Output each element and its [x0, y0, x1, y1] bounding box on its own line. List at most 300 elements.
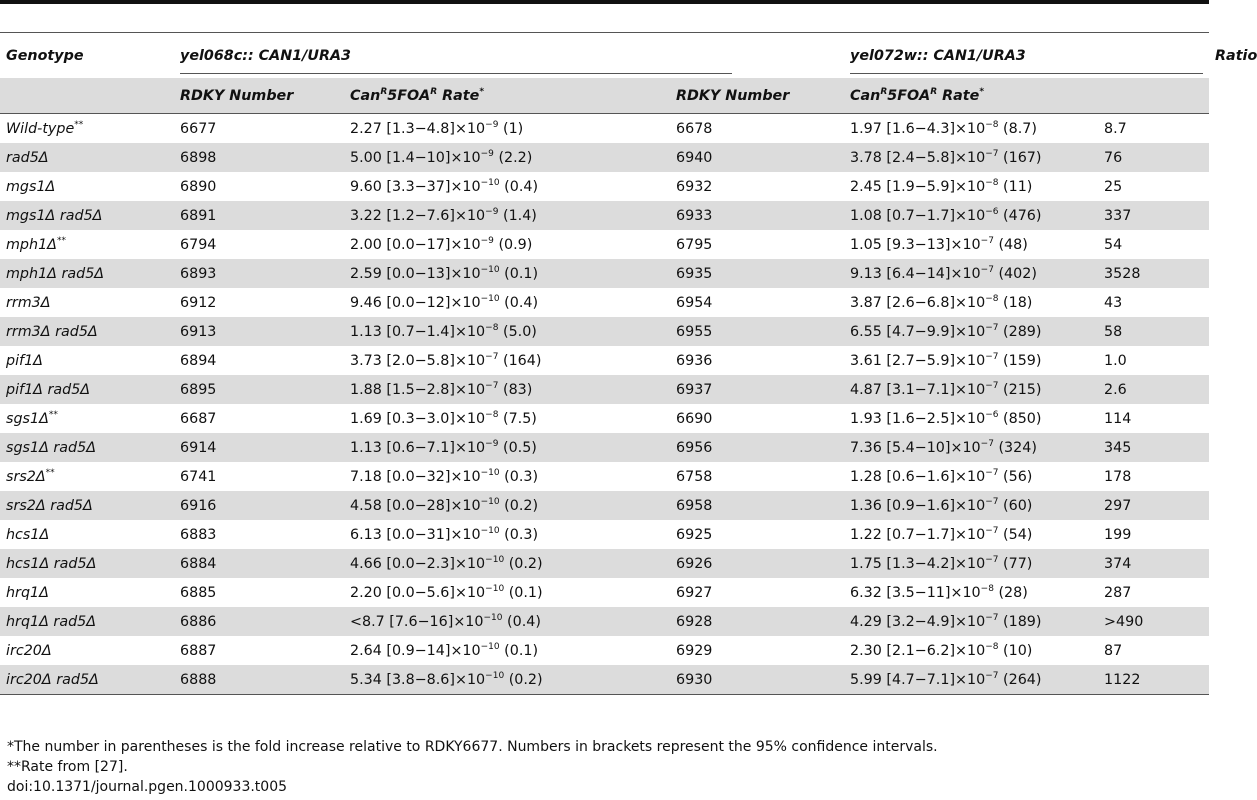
rate-fold: (1.4): [498, 207, 537, 224]
rate-fold: (56): [998, 468, 1033, 485]
rate-fold: (11): [998, 178, 1033, 195]
genotype-text: srs2Δ: [6, 468, 46, 485]
rate-fold: (54): [998, 526, 1033, 543]
genotype-text: hrq1Δ rad5Δ: [6, 613, 97, 630]
cell-ratio: 345: [1104, 439, 1132, 456]
cell-rate-2: [844, 375, 1098, 404]
rate-value: 2.27 [1.3−4.8]×10: [350, 120, 486, 137]
rate-exponent: −10: [480, 293, 500, 304]
cell-genotype: [0, 433, 174, 462]
table-row: [0, 201, 1209, 230]
cell-rate-1: [344, 201, 670, 230]
genotype-text: rad5Δ: [6, 149, 49, 166]
cell-rdky-1: 6794: [180, 236, 217, 253]
cell-ratio: 76: [1104, 149, 1123, 166]
rate-fold: (0.5): [498, 439, 537, 456]
cell-rate-1: [344, 346, 670, 375]
rate-exponent: −7: [485, 351, 499, 362]
rate-fold: (10): [998, 642, 1033, 659]
rate-value: 5.99 [4.7−7.1]×10: [850, 671, 986, 688]
rate-exponent: −6: [985, 206, 999, 217]
cell-rate-1: [344, 143, 670, 172]
footnote-fold-increase: *The number in parentheses is the fold increase relative to RDKY6677. Numbers in brackets represent the 95% confidence intervals.: [7, 739, 938, 755]
table-row: [0, 375, 1209, 404]
cell-rate-2: [844, 491, 1098, 520]
cell-rdky-1: 6891: [180, 207, 217, 224]
rate-exponent: −7: [985, 554, 999, 565]
header-rate-2: [844, 78, 1098, 114]
rate-value: 9.60 [3.3−37]×10: [350, 178, 481, 195]
rate-fold: (850): [998, 410, 1042, 427]
group-underline: [180, 73, 732, 74]
table-row: [0, 607, 1209, 636]
cell-rate-1: [344, 462, 670, 491]
cell-rate-2: [844, 404, 1098, 433]
rate-fold: (0.2): [499, 497, 539, 514]
cell-ratio: 337: [1104, 207, 1132, 224]
header-empty: [0, 78, 174, 114]
cell-rdky-1: 6741: [180, 468, 217, 485]
cell-ratio: 87: [1104, 642, 1123, 659]
table-row: [0, 433, 1209, 462]
rate-exponent: −8: [985, 119, 999, 130]
genotype-text: pif1Δ rad5Δ: [6, 381, 91, 398]
rate-exponent: −7: [980, 235, 994, 246]
rate-exponent: −7: [980, 438, 994, 449]
rate-fold: (0.4): [499, 178, 539, 195]
rate-exponent: −10: [480, 496, 500, 507]
genotype-text: rrm3Δ rad5Δ: [6, 323, 98, 340]
rate-value: 2.64 [0.9−14]×10: [350, 642, 481, 659]
header-group-yel072w-label: yel072w:: CAN1/URA3: [850, 47, 1026, 64]
rate-value: 9.46 [0.0−12]×10: [350, 294, 481, 311]
cell-rate-1: [344, 230, 670, 259]
table-row: [0, 230, 1209, 259]
header-group-yel072w: [844, 33, 1209, 79]
cell-rdky-2: 6758: [676, 468, 713, 485]
cell-rdky-1: 6884: [180, 555, 217, 572]
rate-exponent: −10: [485, 670, 505, 681]
rate-value: 3.78 [2.4−5.8]×10: [850, 149, 986, 166]
rate-value: 4.29 [3.2−4.9]×10: [850, 613, 986, 630]
rate-value: 1.28 [0.6−1.6]×10: [850, 468, 986, 485]
genotype-text: mgs1Δ: [6, 178, 56, 195]
rate-can-text: Can: [850, 87, 881, 104]
rate-fold: (5.0): [498, 323, 537, 340]
cell-rdky-2: 6930: [670, 665, 844, 695]
rate-exponent: −10: [480, 641, 500, 652]
cell-rate-1: [344, 636, 670, 665]
cell-rdky-2: 6678: [676, 120, 713, 137]
rate-value: 1.13 [0.6−7.1]×10: [350, 439, 486, 456]
rate-5foa-text: 5FOA: [387, 87, 431, 104]
rate-value: 4.87 [3.1−7.1]×10: [850, 381, 986, 398]
cell-rdky-2: 6929: [676, 642, 713, 659]
cell-rdky-2: 6927: [676, 584, 713, 601]
rate-value: 1.88 [1.5−2.8]×10: [350, 381, 486, 398]
rate-fold: (0.2): [504, 555, 543, 572]
genotype-text: hcs1Δ rad5Δ: [6, 555, 97, 572]
header-rate-1: [344, 78, 670, 114]
rate-exponent: −10: [480, 467, 500, 478]
cell-rate-1: [344, 288, 670, 317]
rate-fold: (60): [998, 497, 1033, 514]
rate-value: 1.75 [1.3−4.2]×10: [850, 555, 986, 572]
rate-fold: (159): [998, 352, 1042, 369]
header-group-yel068c-label: yel068c:: CAN1/URA3: [180, 47, 351, 64]
cell-rate-1: [344, 520, 670, 549]
rate-fold: (264): [998, 671, 1042, 688]
cell-rdky-1: 6895: [180, 381, 217, 398]
rate-fold: (0.3): [499, 526, 539, 543]
header-group-yel068c: [174, 33, 844, 79]
footnotes: [7, 737, 938, 797]
cell-rate-1: [344, 491, 670, 520]
table-row: [0, 549, 1209, 578]
rate-value: 3.87 [2.6−6.8]×10: [850, 294, 986, 311]
header-rdky-2: RDKY Number: [670, 78, 844, 114]
rate-r-sup: R: [880, 86, 888, 97]
cell-genotype: [0, 520, 174, 549]
table-row: [0, 143, 1209, 172]
rate-r-sup: R: [930, 86, 938, 97]
rate-5foa-text: 5FOA: [887, 87, 931, 104]
table-row: [0, 317, 1209, 346]
rate-value: 3.22 [1.2−7.6]×10: [350, 207, 486, 224]
rate-value: <8.7 [7.6−16]×10: [350, 613, 484, 630]
cell-rate-2: [844, 462, 1098, 491]
rate-fold: (0.4): [499, 294, 539, 311]
rate-value: 1.69 [0.3−3.0]×10: [350, 410, 486, 427]
genotype-text: mgs1Δ rad5Δ: [6, 207, 103, 224]
rate-value: 2.59 [0.0−13]×10: [350, 265, 481, 282]
cell-ratio: 58: [1104, 323, 1123, 340]
rate-exponent: −10: [480, 177, 500, 188]
cell-genotype: [0, 636, 174, 665]
rate-exponent: −10: [485, 583, 505, 594]
rate-fold: (1): [498, 120, 524, 137]
rate-value: 7.36 [5.4−10]×10: [850, 439, 981, 456]
cell-genotype: [0, 375, 174, 404]
genotype-text: irc20Δ rad5Δ: [6, 671, 99, 688]
cell-rate-2: [844, 578, 1098, 607]
cell-rdky-1: 6894: [180, 352, 217, 369]
rate-exponent: −7: [980, 264, 994, 275]
cell-rdky-1: 6885: [180, 584, 217, 601]
rate-value: 3.61 [2.7−5.9]×10: [850, 352, 986, 369]
rate-fold: (476): [998, 207, 1042, 224]
rate-value: 5.34 [3.8−8.6]×10: [350, 671, 486, 688]
cell-rate-2: [844, 520, 1098, 549]
cell-rdky-2: 6937: [676, 381, 713, 398]
cell-genotype: [0, 230, 174, 259]
footnote-doi: doi:10.1371/journal.pgen.1000933.t005: [7, 779, 288, 795]
table-row: [0, 462, 1209, 491]
cell-rdky-1: 6890: [180, 178, 217, 195]
rate-fold: (167): [998, 149, 1042, 166]
rate-exponent: −9: [480, 235, 494, 246]
rate-value: 1.36 [0.9−1.6]×10: [850, 497, 986, 514]
table-row: [0, 636, 1209, 665]
cell-rate-2: [844, 433, 1098, 462]
rate-value: 6.55 [4.7−9.9]×10: [850, 323, 986, 340]
cell-genotype: [0, 346, 174, 375]
rate-value: 6.32 [3.5−11]×10: [850, 584, 981, 601]
rate-value: 4.66 [0.0−2.3]×10: [350, 555, 486, 572]
cell-rate-1: [344, 317, 670, 346]
cell-genotype: [0, 462, 174, 491]
cell-genotype: [0, 143, 174, 172]
cell-rate-2: [844, 607, 1098, 636]
rate-exponent: −7: [985, 322, 999, 333]
rate-exponent: −7: [985, 380, 999, 391]
cell-rdky-1: 6888: [174, 665, 344, 695]
genotype-text: mph1Δ: [6, 236, 57, 253]
cell-ratio: 25: [1104, 178, 1123, 195]
cell-rate-2: [844, 230, 1098, 259]
cell-rate-1: [344, 607, 670, 636]
cell-rate-1: [344, 172, 670, 201]
cell-ratio: 1.0: [1104, 352, 1127, 369]
cell-ratio: 3528: [1104, 265, 1141, 282]
rate-exponent: −10: [480, 525, 500, 536]
rate-fold: (0.1): [499, 642, 539, 659]
cell-ratio: 43: [1104, 294, 1123, 311]
rate-fold: (164): [498, 352, 542, 369]
rate-exponent: −7: [985, 351, 999, 362]
cell-genotype: [0, 172, 174, 201]
table-body: [0, 114, 1209, 695]
rate-fold: (289): [998, 323, 1042, 340]
rate-value: 9.13 [6.4−14]×10: [850, 265, 981, 282]
cell-rate-1: [344, 578, 670, 607]
rate-exponent: −8: [485, 322, 499, 333]
cell-rdky-1: 6677: [180, 120, 217, 137]
table-row: [0, 491, 1209, 520]
genotype-footnote-mark: **: [56, 235, 66, 246]
rate-fold: (189): [998, 613, 1042, 630]
cell-ratio: 54: [1104, 236, 1123, 253]
genotype-text: sgs1Δ: [6, 410, 49, 427]
cell-rate-1: [344, 259, 670, 288]
footnote-rate-source: **Rate from [27].: [7, 759, 128, 775]
rate-value: 1.93 [1.6−2.5]×10: [850, 410, 986, 427]
cell-ratio: 374: [1104, 555, 1132, 572]
cell-ratio: 199: [1104, 526, 1132, 543]
rate-fold: (48): [993, 236, 1028, 253]
cell-ratio: 287: [1104, 584, 1132, 601]
cell-rdky-2: 6936: [676, 352, 713, 369]
rate-value: 1.08 [0.7−1.7]×10: [850, 207, 986, 224]
cell-genotype: [0, 259, 174, 288]
cell-rdky-2: 6940: [676, 149, 713, 166]
cell-genotype: [0, 404, 174, 433]
rate-exponent: −7: [985, 525, 999, 536]
header-genotype: Genotype: [0, 33, 174, 79]
top-rule: [0, 0, 1209, 4]
cell-rate-2: [844, 317, 1098, 346]
cell-ratio: 297: [1104, 497, 1132, 514]
data-table: Genotype yel068c:: CAN1/URA3 yel072w:: CAN1/URA3 Ratio RDKY Number $Can^R5FOA^R$ Rate* RDKY Number $Can^R5FOA^R$ Rate* Wild-type** 6677 2.27 $[1.3-4.8]\times 10^{-9}$ (1) 6678 1.97 $[1.6-4.3]\times 10^{-8}$ (8.7) 8.7 rad5Δ 6898 5.00 $[1.4-10]\times 10^{-9}$ (2.2) 6940 3.78 $[2.4-5.8]\times 10^{-7}$ (167) 76 mgs1Δ 6890 9.60 $[3.3-37]\times 10^{-10}$ (0.4) 6932 2.45 $[1.9-5.9]\times 10^{-8}$ (11) 25 mgs1Δ rad5Δ 6891 3.22 $[1.2-7.6]\times 10^{-9}$ (1.4) 6933 1.08 $[0.7-1.7]\times 10^{-6}$ (476) 337 mph1Δ** 6794 2.00 $[0.0-17]\times 10^{-9}$ (0.9) 6795 1.05 $[9.3-13]\times 10^{-7}$ (48) 54 mph1Δ rad5Δ 6893 2.59 $[0.0-13]\times 10^{-10}$ (0.1) 6935 9.13 $[6.4-14]\times 10^{-7}$ (402) 3528 rrm3Δ 6912 9.46 $[0.0-12]\times 10^{-10}$ (0.4) 6954 3.87 $[2.6-6.8]\times 10^{-8}$ (18) 43 rrm3Δ rad5Δ 6913 1.13 $[0.7-1.4]\times 10^{-8}$ (5.0) 6955 6.55 $[4.7-9.9]\times 10^{-7}$ (289) 58 pif1Δ 6894 3.73 $[2.0-5.8]\times 10^{-7}$ (164) 6936 3.61 $[2.7-5.9]\times 10^{-7}$ (159) 1.0 pif1Δ rad5Δ 6895 1.88 $[1.5-2.8]\times 10^{-7}$ (83) 6937 4.87 $[3.1-7.1]\times 10^{-7}$ (215) 2.6 sgs1Δ** 6687 1.69 $[0.3-3.0]\times 10^{-8}$ (7.5) 6690 1.93 $[1.6-2.5]\times 10^{-6}$ (850) 114 sgs1Δ rad5Δ 6914 1.13 $[0.6-7.1]\times 10^{-9}$ (0.5) 6956 7.36 $[5.4-10]\times 10^{-7}$ (324) 345 srs2Δ** 6741 7.18 $[0.0-32]\times 10^{-10}$ (0.3) 6758 1.28 $[0.6-1.6]\times 10^{-7}$ (56) 178 srs2Δ rad5Δ 6916 4.58 $[0.0-28]\times 10^{-10}$ (0.2) 6958 1.36 $[0.9-1.6]\times 10^{-7}$ (60) 297 hcs1Δ 6883 6.13 $[0.0-31]\times 10^{-10}$ (0.3) 6925 1.22 $[0.7-1.7]\times 10^{-7}$ (54) 199 hcs1Δ rad5Δ 6884 4.66 $[0.0-2.3]\times 10^{-10}$ (0.2) 6926 1.75 $[1.3-4.2]\times 10^{-7}$ (77) 374 hrq1Δ 6885 2.20 $[0.0-5.6]\times 10^{-10}$ (0.1) 6927 6.32 $[3.5-11]\times 10^{-8}$ (28) 287 hrq1Δ rad5Δ 6886 <8.7 $[7.6-16]\times 10^{-10}$ (0.4) 6928 4.29 $[3.2-4.9]\times 10^{-7}$ (189) >490 irc20Δ 6887 2.64 $[0.9-14]\times 10^{-10}$ (0.1) 6929 2.30 $[2.1-6.2]\times 10^{-8}$ (10) 87 irc20Δ rad5Δ 6888 5.34 $[3.8-8.6]\times 10^{-10}$ (0.2) 6930 5.99 $[4.7-7.1]\times 10^{-7}$ (264) 1122: [0, 32, 1209, 695]
rate-exponent: −10: [483, 612, 503, 623]
rate-exponent: −8: [980, 583, 994, 594]
cell-rdky-1: 6898: [180, 149, 217, 166]
cell-rate-2: [844, 259, 1098, 288]
cell-rdky-2: 6933: [676, 207, 713, 224]
genotype-footnote-mark: **: [74, 119, 84, 130]
rate-value: 6.13 [0.0−31]×10: [350, 526, 481, 543]
rate-end-text: Rate: [937, 87, 980, 104]
rate-fold: (0.2): [504, 671, 543, 688]
cell-ratio: >490: [1104, 613, 1144, 630]
cell-rate-1: [344, 114, 670, 144]
cell-genotype: [0, 317, 174, 346]
cell-rdky-2: 6928: [676, 613, 713, 630]
rate-value: 2.00 [0.0−17]×10: [350, 236, 481, 253]
cell-rdky-2: 6955: [676, 323, 713, 340]
cell-genotype: [0, 288, 174, 317]
rate-exponent: −10: [480, 264, 500, 275]
cell-rdky-2: 6956: [676, 439, 713, 456]
rate-exponent: −7: [985, 496, 999, 507]
cell-genotype: [0, 665, 174, 695]
table-row: [0, 288, 1209, 317]
rate-fold: (324): [993, 439, 1037, 456]
cell-rdky-2: 6925: [676, 526, 713, 543]
cell-rdky-1: 6893: [180, 265, 217, 282]
genotype-text: hrq1Δ: [6, 584, 49, 601]
cell-genotype: [0, 201, 174, 230]
table-row: [0, 172, 1209, 201]
cell-rdky-2: 6795: [676, 236, 713, 253]
rate-value: 4.58 [0.0−28]×10: [350, 497, 481, 514]
cell-rdky-2: 6690: [676, 410, 713, 427]
genotype-text: Wild-type: [6, 120, 75, 137]
rate-value: 1.05 [9.3−13]×10: [850, 236, 981, 253]
genotype-text: rrm3Δ: [6, 294, 51, 311]
rate-fold: (0.1): [499, 265, 539, 282]
rate-exponent: −7: [985, 670, 999, 681]
rate-exponent: −8: [985, 177, 999, 188]
rate-value: 3.73 [2.0−5.8]×10: [350, 352, 486, 369]
cell-rate-2: [844, 143, 1098, 172]
rate-can-text: Can: [350, 87, 381, 104]
genotype-text: pif1Δ: [6, 352, 43, 369]
rate-footnote-mark: *: [979, 86, 985, 97]
cell-rdky-1: 6912: [180, 294, 217, 311]
rate-fold: (18): [998, 294, 1033, 311]
rate-fold: (2.2): [493, 149, 533, 166]
cell-rdky-1: 6916: [180, 497, 217, 514]
genotype-text: sgs1Δ rad5Δ: [6, 439, 96, 456]
cell-rate-2: [844, 636, 1098, 665]
rate-exponent: −7: [485, 380, 499, 391]
cell-ratio: 178: [1104, 468, 1132, 485]
cell-rdky-1: 6913: [180, 323, 217, 340]
rate-fold: (0.3): [499, 468, 539, 485]
cell-rate-2: [844, 549, 1098, 578]
cell-rate-1: [344, 404, 670, 433]
rate-exponent: −7: [985, 148, 999, 159]
cell-rdky-1: 6887: [180, 642, 217, 659]
rate-exponent: −9: [485, 119, 499, 130]
cell-rdky-1: 6883: [180, 526, 217, 543]
cell-rdky-2: 6932: [676, 178, 713, 195]
cell-rate-2: [844, 201, 1098, 230]
cell-rdky-2: 6954: [676, 294, 713, 311]
genotype-text: irc20Δ: [6, 642, 52, 659]
rate-exponent: −9: [485, 206, 499, 217]
table-row: [0, 665, 1209, 695]
rate-footnote-mark: *: [479, 86, 485, 97]
rate-fold: (28): [993, 584, 1028, 601]
rate-fold: (8.7): [998, 120, 1037, 137]
rate-exponent: −8: [985, 293, 999, 304]
rate-r-sup: R: [430, 86, 438, 97]
rate-fold: (77): [998, 555, 1033, 572]
table-row: [0, 346, 1209, 375]
rate-fold: (0.1): [504, 584, 543, 601]
rate-exponent: −6: [985, 409, 999, 420]
rate-value: 1.97 [1.6−4.3]×10: [850, 120, 986, 137]
cell-rdky-2: 6935: [676, 265, 713, 282]
cell-ratio: 114: [1104, 410, 1132, 427]
cell-rate-2: [844, 665, 1098, 695]
rate-value: 2.45 [1.9−5.9]×10: [850, 178, 986, 195]
cell-rdky-1: 6886: [180, 613, 217, 630]
rate-value: 1.22 [0.7−1.7]×10: [850, 526, 986, 543]
table-row: [0, 520, 1209, 549]
header-empty: [1098, 78, 1209, 114]
cell-genotype: [0, 607, 174, 636]
cell-ratio: 2.6: [1104, 381, 1127, 398]
rate-value: 7.18 [0.0−32]×10: [350, 468, 481, 485]
cell-rate-2: [844, 114, 1098, 144]
genotype-text: hcs1Δ: [6, 526, 50, 543]
cell-rdky-1: 6687: [180, 410, 217, 427]
cell-ratio: 8.7: [1104, 120, 1127, 137]
rate-value: 2.30 [2.1−6.2]×10: [850, 642, 986, 659]
table-row: [0, 259, 1209, 288]
cell-rdky-2: 6926: [676, 555, 713, 572]
rate-exponent: −10: [485, 554, 505, 565]
rate-exponent: −7: [985, 612, 999, 623]
rate-exponent: −7: [985, 467, 999, 478]
cell-rdky-1: 6914: [180, 439, 217, 456]
cell-rate-2: [844, 172, 1098, 201]
cell-genotype: [0, 114, 174, 144]
rate-fold: (83): [498, 381, 533, 398]
rate-end-text: Rate: [437, 87, 480, 104]
rate-value: 5.00 [1.4−10]×10: [350, 149, 481, 166]
rate-r-sup: R: [380, 86, 388, 97]
header-rdky-1: RDKY Number: [174, 78, 344, 114]
cell-rate-1: [344, 665, 670, 695]
genotype-footnote-mark: **: [48, 409, 58, 420]
table-row: [0, 114, 1209, 144]
rate-exponent: −9: [480, 148, 494, 159]
cell-rate-2: [844, 288, 1098, 317]
cell-rate-1: [344, 375, 670, 404]
rate-exponent: −8: [985, 641, 999, 652]
cell-rate-1: [344, 433, 670, 462]
cell-rate-2: [844, 346, 1098, 375]
rate-exponent: −9: [485, 438, 499, 449]
rate-fold: (0.9): [493, 236, 533, 253]
group-underline: [850, 73, 1203, 74]
cell-ratio: 1122: [1098, 665, 1209, 695]
rate-value: 1.13 [0.7−1.4]×10: [350, 323, 486, 340]
